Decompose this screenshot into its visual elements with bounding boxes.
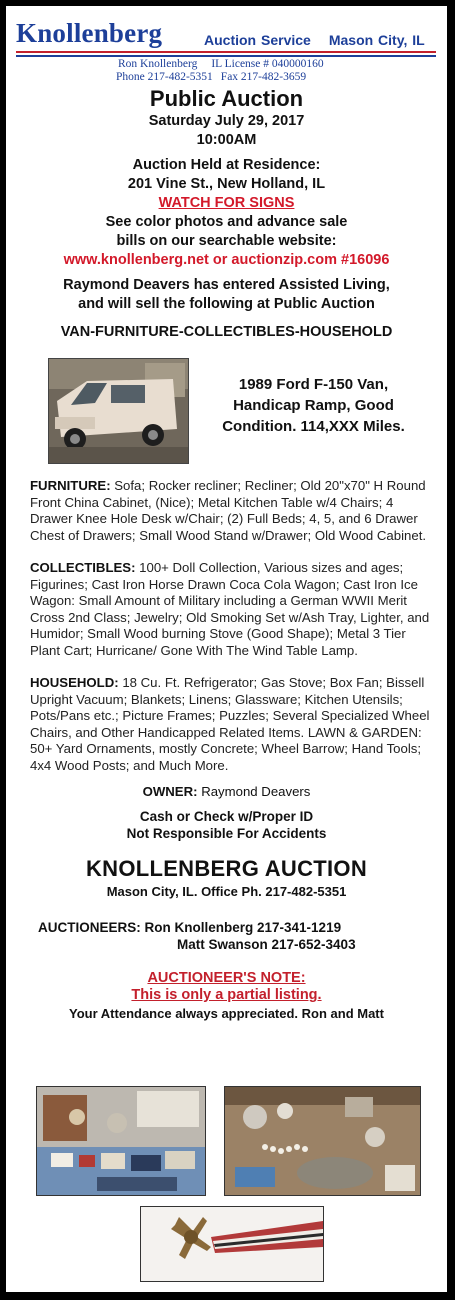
license-line: [118, 58, 324, 70]
furniture-paragraph: [30, 478, 433, 544]
header-rule-red: [16, 51, 436, 53]
collectibles-text: 100+ Doll Collection, Various sizes and ages; Figurines; Cast Iron Horse Drawn Coca Cola Wagon; Cast Iron Ice Wagon: Small Amount of Military including a German WWII Merit Cross 2nd Class; Jewelry; Old Smoking Set w/Ash Tray, Lighter, and Humidor; Small Wood burning Stove (Good Shape); Metal 3 Tier Plant Cart; Hurricane/ Gone With The Wind Table Lamp.: [30, 560, 430, 658]
van-line-2: Handicap Ramp, Good: [233, 397, 394, 414]
attendance-line: Your Attendance always appreciated. Ron and Matt: [69, 1006, 384, 1021]
household-paragraph: [30, 675, 433, 774]
van-line-3: Condition. 114,XXX Miles.: [222, 418, 405, 435]
owner-label: OWNER:: [142, 784, 198, 799]
intro-line-1: Raymond Deavers has entered Assisted Living,: [63, 277, 390, 293]
sale-categories: VAN-FURNITURE-COLLECTIBLES-HOUSEHOLD: [60, 324, 393, 340]
household-text: 18 Cu. Ft. Refrigerator; Gas Stove; Box Fan; Bissell Upright Vacuum; Blankets; Linens; Glassware; Kitchen Utensils; Pots/Pans etc.; Picture Frames; Puzzles; Several Specialized Wheel Chairs, and Other Handicapped Related Items. LAWN & GARDEN: 50+ Yard Ornaments, mostly Concrete; Wheel Barrow; Hand Tools; 4x4 Wood Posts; and Much More.: [30, 675, 430, 773]
auctioneer-2: Matt Swanson 217-652-3403: [177, 937, 356, 952]
owner-line: [6, 784, 447, 799]
van-line-1: 1989 Ford F-150 Van,: [238, 376, 389, 393]
photos-note-2: bills on our searchable website:: [116, 233, 337, 249]
collectibles-photo: [36, 1086, 206, 1196]
responsibility-line: Not Responsible For Accidents: [126, 826, 327, 841]
watch-signs: WATCH FOR SIGNS: [158, 195, 295, 211]
auctioneers-block: [38, 919, 447, 953]
note-text: This is only a partial listing.: [131, 987, 322, 1003]
auction-bill: [6, 6, 447, 1292]
listing-body: [30, 478, 433, 774]
license-number: IL License # 040000160: [211, 58, 324, 70]
service-city: Mason City, IL: [328, 32, 425, 48]
van-photo: [48, 358, 189, 464]
van-description: [206, 374, 421, 437]
letterhead: [12, 10, 441, 83]
header-rule-blue: [16, 55, 436, 57]
brand-name: Knollenberg: [16, 18, 163, 48]
owner-value: Raymond Deavers: [197, 784, 311, 799]
payment-terms: [6, 808, 447, 842]
fax-number: Fax 217-482-3659: [220, 71, 307, 83]
company-name: KNOLLENBERG AUCTION: [85, 856, 368, 881]
note-title: AUCTIONEER'S NOTE:: [147, 970, 306, 986]
intro-line-2: and will sell the following at Public Auction: [78, 296, 375, 312]
photos-note-1: See color photos and advance sale: [105, 214, 348, 230]
furniture-text: Sofa; Rocker recliner; Recliner; Old 20"x70" H Round Front China Cabinet, (Nice); Metal Kitchen Table w/4 Chairs; 4 Drawer Knee Hole Desk w/Chair; (2) Full Beds; 4, 5, and 6 Drawer Chest of Drawers; Small Wood Stand w/Drawer; Old Wood Cabinet.: [30, 478, 427, 543]
collectibles-label: COLLECTIBLES:: [30, 560, 136, 575]
auction-time: 10:00AM: [196, 132, 257, 148]
office-phone: Mason City, IL. Office Ph. 217-482-5351: [106, 884, 347, 899]
merit-cross-photo: [140, 1206, 324, 1282]
owner-name: Ron Knollenberg: [118, 58, 198, 70]
phone-number: Phone 217-482-5351: [116, 71, 213, 83]
auction-date: Saturday July 29, 2017: [148, 113, 305, 129]
service-label: Auction Service: [204, 32, 311, 48]
cash-line: Cash or Check w/Proper ID: [139, 809, 314, 824]
auctioneer-1: Ron Knollenberg 217-341-1219: [140, 920, 342, 935]
jewelry-photo: [224, 1086, 421, 1196]
auction-address: 201 Vine St., New Holland, IL: [127, 176, 326, 192]
location-label: Auction Held at Residence:: [132, 157, 321, 173]
auction-title: Public Auction: [149, 86, 304, 111]
service-line: [204, 32, 425, 48]
collectibles-paragraph: [30, 560, 433, 659]
auctioneer-note: [6, 970, 447, 1004]
auctioneer-line-1: [38, 919, 447, 936]
auctioneers-label: AUCTIONEERS:: [38, 920, 141, 935]
van-section: [6, 352, 447, 462]
website-link[interactable]: www.knollenberg.net or auctionzip.com #16096: [63, 252, 390, 268]
contact-line: [116, 71, 306, 83]
furniture-label: FURNITURE:: [30, 478, 111, 493]
household-label: HOUSEHOLD:: [30, 675, 119, 690]
